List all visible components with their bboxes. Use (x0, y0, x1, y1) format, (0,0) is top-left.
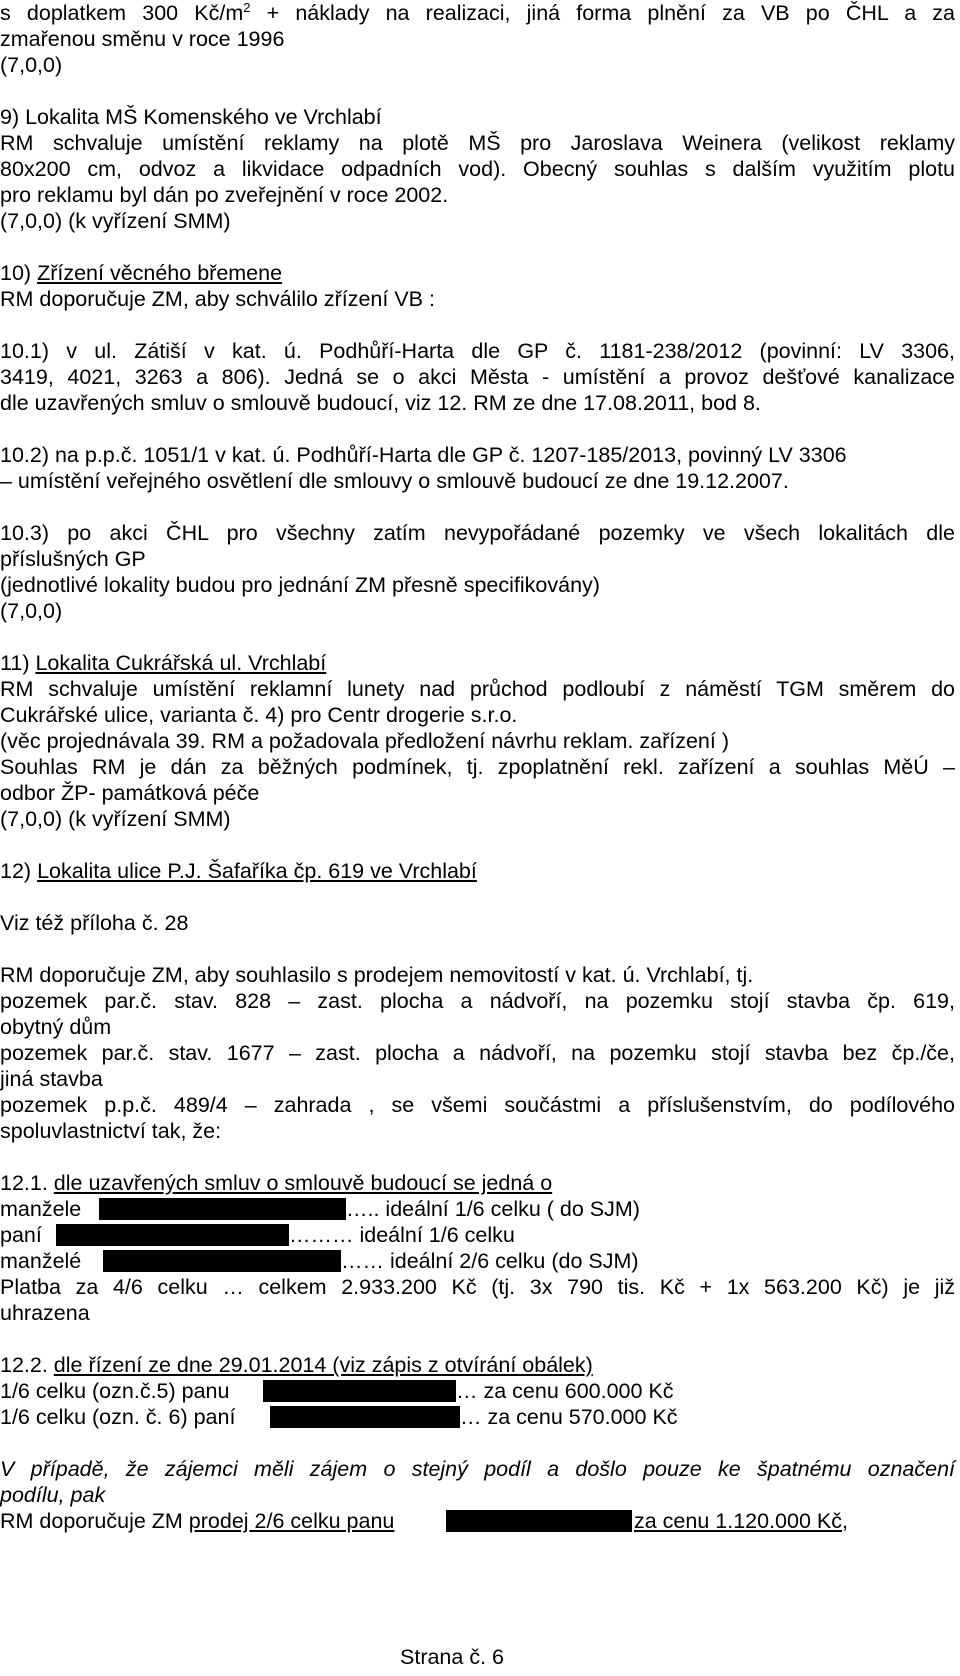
text-line: manželé (0, 1249, 82, 1273)
text-line: 1/6 celku (ozn. č. 6) paní (0, 1405, 236, 1429)
redaction-box (56, 1224, 289, 1246)
text-line: 80x200 cm, odvoz a likvidace odpadních vod). Obecný souhlas s dalším využitím plotu (0, 157, 955, 181)
redaction-box (103, 1250, 341, 1272)
text-line: spoluvlastnictví tak, že: (0, 1119, 222, 1143)
redaction-box (99, 1198, 346, 1220)
text-line: dle uzavřených smluv o smlouvě budoucí, viz 12. RM ze dne 17.08.2011, bod 8. (0, 391, 761, 415)
italic-note: V případě, že zájemci měli zájem o stejný podíl a došlo pouze ke špatnému označení (0, 1457, 955, 1481)
text-line: RM doporučuje ZM, aby schválilo zřízení VB : (0, 287, 435, 311)
text-line: příslušných GP (0, 547, 146, 571)
redaction-box (446, 1510, 632, 1532)
text-line: 1/6 celku (ozn.č.5) panu (0, 1379, 230, 1403)
text-line: ….. ideální 1/6 celku ( do SJM) (346, 1197, 640, 1221)
section-heading: 9) Lokalita MŠ Komenského ve Vrchlabí (0, 105, 382, 129)
text-line: RM schvaluje umístění reklamy na plotě MŠ pro Jaroslava Weinera (velikost reklamy (0, 131, 955, 155)
text-line: jiná stavba (0, 1067, 103, 1091)
text-line: 10.2) na p.p.č. 1051/1 v kat. ú. Podhůří-Harta dle GP č. 1207-185/2013, povinný LV 3306 (0, 443, 847, 467)
text-line: manžele (0, 1197, 82, 1221)
text-line: …… ideální 2/6 celku (do SJM) (341, 1249, 639, 1273)
text-line: Cukrářské ulice, varianta č. 4) pro Centr drogerie s.r.o. (0, 703, 518, 727)
text-line: odbor ŽP- památková péče (0, 781, 260, 805)
italic-note: podílu, pak (0, 1483, 106, 1507)
subsection-heading: 12.1. dle uzavřených smluv o smlouvě budoucí se jedná o (0, 1171, 553, 1195)
section-heading: 11) Lokalita Cukrářská ul. Vrchlabí (0, 651, 327, 675)
text-line: zmařenou směnu v roce 1996 (0, 27, 285, 51)
text-line: obytný dům (0, 1015, 112, 1039)
text-line: pro reklamu byl dán po zveřejnění v roce 2002. (0, 183, 449, 207)
text-line: 3419, 4021, 3263 a 806). Jedná se o akci Města - umístění a provoz dešťové kanalizace (0, 365, 955, 389)
text-line: pozemek par.č. stav. 1677 – zast. plocha a nádvoří, na pozemku stojí stavba bez čp./če, (0, 1041, 955, 1065)
text-line: paní (0, 1223, 42, 1247)
text-line: Souhlas RM je dán za běžných podmínek, tj. zpoplatnění rekl. zařízení a souhlas MěÚ – (0, 755, 955, 779)
text-line: RM schvaluje umístění reklamní lunety nad průchod podloubí z náměstí TGM směrem do (0, 677, 955, 701)
text-line: 10.3) po akci ČHL pro všechny zatím nevypořádané pozemky ve všech lokalitách dle (0, 521, 955, 545)
text-line: ……… ideální 1/6 celku (289, 1223, 515, 1247)
text-line: RM doporučuje ZM, aby souhlasilo s prodejem nemovitostí v kat. ú. Vrchlabí, tj. (0, 963, 754, 987)
text-line: (věc projednávala 39. RM a požadovala předložení návrhu reklam. zařízení ) (0, 729, 729, 753)
text-line: uhrazena (0, 1301, 90, 1325)
redaction-box (263, 1380, 456, 1402)
text-line: 10.1) v ul. Zátiší v kat. ú. Podhůří-Harta dle GP č. 1181-238/2012 (povinní: LV 3306, (0, 339, 955, 363)
text-line: … za cenu 600.000 Kč (456, 1379, 674, 1403)
text-line: RM doporučuje ZM prodej 2/6 celku panu (0, 1509, 395, 1533)
text-line: (7,0,0) (k vyřízení SMM) (0, 807, 231, 831)
text-line: (7,0,0) (0, 53, 63, 77)
page-number: Strana č. 6 (400, 1645, 504, 1669)
section-heading: 12) Lokalita ulice P.J. Šafaříka čp. 619 ve Vrchlabí (0, 859, 477, 883)
text-line: (7,0,0) (0, 599, 63, 623)
text-line: Viz též příloha č. 28 (0, 911, 189, 935)
text-line: (jednotlivé lokality budou pro jednání ZM přesně specifikovány) (0, 573, 600, 597)
text-line: pozemek par.č. stav. 828 – zast. plocha a nádvoří, na pozemku stojí stavba čp. 619, (0, 989, 955, 1013)
section-heading: 10) Zřízení věcného břemene (0, 261, 283, 285)
text-line: za cenu 1.120.000 Kč, (634, 1509, 848, 1533)
text-line: pozemek p.p.č. 489/4 – zahrada , se všemi součástmi a příslušenstvím, do podílového (0, 1093, 955, 1117)
text-line: s doplatkem 300 $Kč/m^2$ + náklady na realizaci, jiná forma plnění za VB po ČHL a za (0, 0, 956, 25)
text-line: Platba za 4/6 celku … celkem 2.933.200 Kč (tj. 3x 790 tis. Kč + 1x 563.200 Kč) je již (0, 1275, 955, 1299)
subsection-heading: 12.2. dle řízení ze dne 29.01.2014 (viz zápis z otvírání obálek) (0, 1353, 593, 1377)
text-line: – umístění veřejného osvětlení dle smlouvy o smlouvě budoucí ze dne 19.12.2007. (0, 469, 789, 493)
text-line: … za cenu 570.000 Kč (460, 1405, 678, 1429)
text-line: (7,0,0) (k vyřízení SMM) (0, 209, 231, 233)
redaction-box (270, 1406, 460, 1428)
